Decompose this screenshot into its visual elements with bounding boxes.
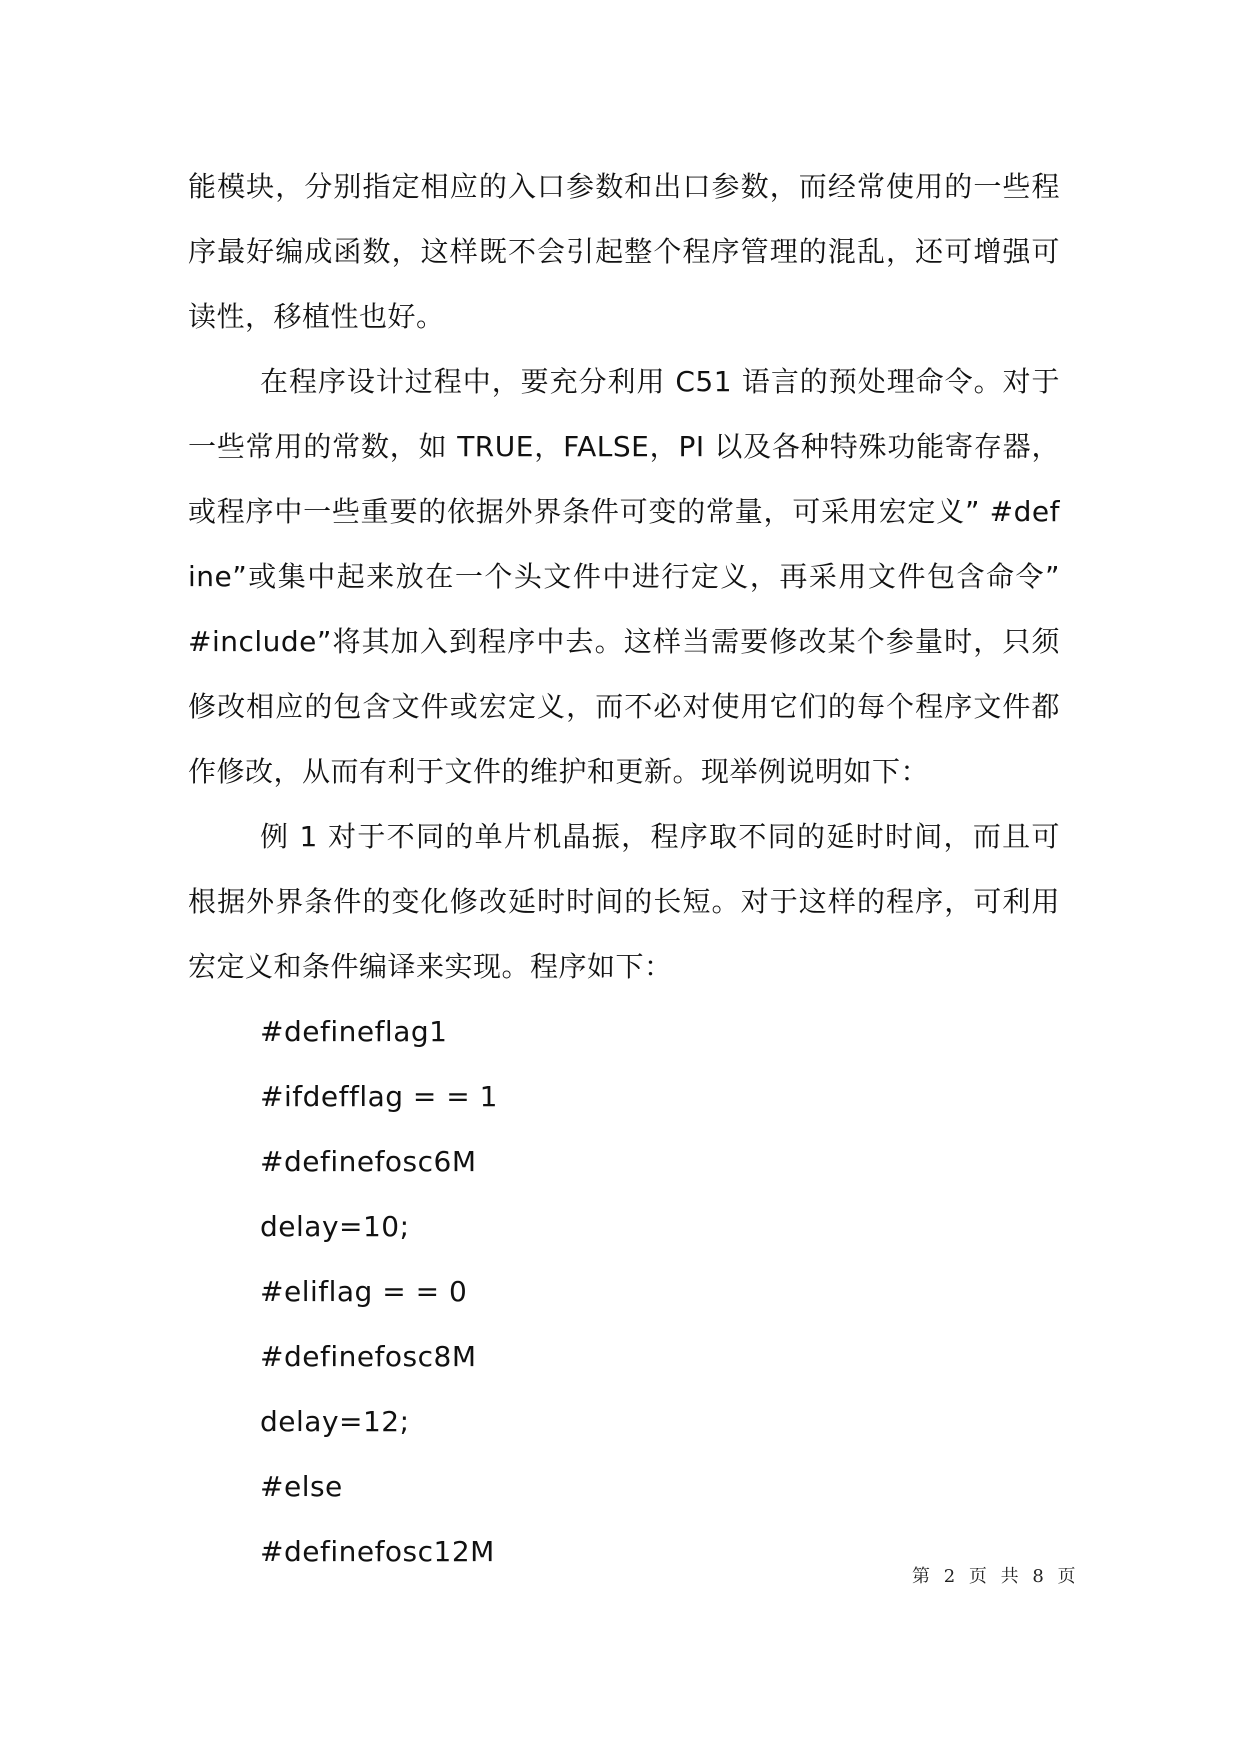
code-block (188, 999, 1060, 1584)
code-line: #eliflag = = 0 (260, 1275, 468, 1308)
code-line: #else (260, 1470, 343, 1503)
code-line: #ifdefflag = = 1 (260, 1080, 498, 1113)
code-line: #definefosc6M (260, 1145, 477, 1178)
code-line: #definefosc8M (260, 1340, 477, 1373)
paragraph-3: 例 1 对于不同的单片机晶振，程序取不同的延时时间，而且可根据外界条件的变化修改延时时间的长短。对于这样的程序，可利用宏定义和条件编译来实现。程序如下： (188, 820, 1060, 983)
code-line: delay=10; (260, 1210, 410, 1243)
code-line: #definefosc12M (260, 1535, 495, 1568)
page-number-footer: 第 2 页 共 8 页 (912, 1566, 1080, 1587)
code-line: #defineflag1 (260, 1015, 448, 1048)
paragraph-1: 能模块，分别指定相应的入口参数和出口参数，而经常使用的一些程序最好编成函数，这样既不会引起整个程序管理的混乱，还可增强可读性，移植性也好。 (188, 170, 1060, 333)
document-body (188, 154, 1060, 1584)
code-line: delay=12; (260, 1405, 410, 1438)
paragraph-2: 在程序设计过程中，要充分利用 C51 语言的预处理命令。对于一些常用的常数，如 TRUE，FALSE，PI 以及各种特殊功能寄存器，或程序中一些重要的依据外界条件可变的常量，可采用宏定义” #define”或集中起来放在一个头文件中进行定义，再采用文件包含命令” #include”将其加入到程序中去。这样当需要修改某个参量时，只须修改相应的包含文件或宏定义，而不必对使用它们的每个程序文件都作修改，从而有利于文件的维护和更新。现举例说明如下： (188, 365, 1060, 788)
